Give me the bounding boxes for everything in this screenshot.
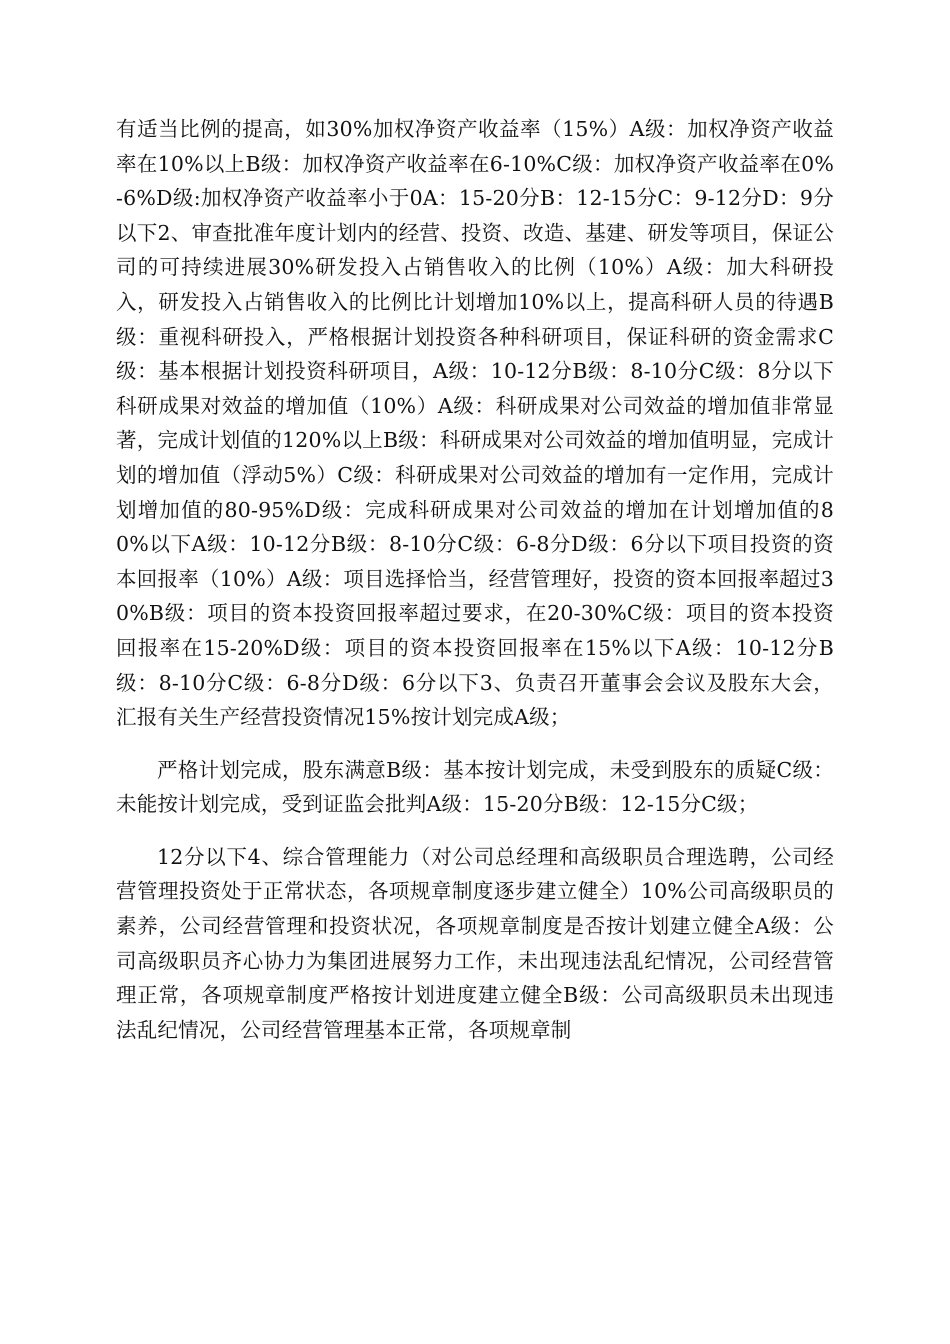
document-body	[116, 112, 834, 1047]
paragraph-gap	[116, 735, 834, 753]
paragraph-3: 12分以下4、综合管理能力（对公司总经理和高级职员合理选聘，公司经营管理投资处于正常状态，各项规章制度逐步建立健全）10%公司高级职员的素养，公司经营管理和投资状况，各项规章制度是否按计划建立健全A级：公司高级职员齐心协力为集团进展努力工作，未出现违法乱纪情况，公司经营管理正常，各项规章制度严格按计划进度建立健全B级：公司高级职员未出现违法乱纪情况，公司经营管理基本正常，各项规章制	[116, 844, 834, 1042]
paragraph-2: 严格计划完成，股东满意B级：基本按计划完成，未受到股东的质疑C级：未能按计划完成，受到证监会批判A级：15-20分B级：12-15分C级；	[116, 757, 834, 817]
paragraph-1: 有适当比例的提高，如30%加权净资产收益率（15%）A级：加权净资产收益率在10%以上B级：加权净资产收益率在6-10%C级：加权净资产收益率在0%-6%D级:加权净资产收益率小于0A：15-20分B：12-15分C：9-12分D：9分以下2、审查批准年度计划内的经营、投资、改造、基建、研发等项目，保证公司的可持续进展30%研发投入占销售收入的比例（10%）A级：加大科研投入，研发投入占销售收入的比例比计划增加10%以上，提高科研人员的待遇B级：重视科研投入，严格根据计划投资各种科研项目，保证科研的资金需求C级：基本根据计划投资科研项目，A级：10-12分B级：8-10分C级：8分以下科研成果对效益的增加值（10%）A级：科研成果对公司效益的增加值非常显著，完成计划值的120%以上B级：科研成果对公司效益的增加值明显，完成计划的增加值（浮动5%）C级：科研成果对公司效益的增加有一定作用，完成计划增加值的80-95%D级：完成科研成果对公司效益的增加在计划增加值的80%以下A级：10-12分B级：8-10分C级：6-8分D级：6分以下项目投资的资本回报率（10%）A级：项目选择恰当，经营管理好，投资的资本回报率超过30%B级：项目的资本投资回报率超过要求，在20-30%C级：项目的资本投资回报率在15-20%D级：项目的资本投资回报率在15%以下A级：10-12分B级：8-10分C级：6-8分D级：6分以下3、负责召开董事会会议及股东大会，汇报有关生产经营投资情况15%按计划完成A级；	[116, 117, 834, 730]
paragraph-gap	[116, 822, 834, 840]
